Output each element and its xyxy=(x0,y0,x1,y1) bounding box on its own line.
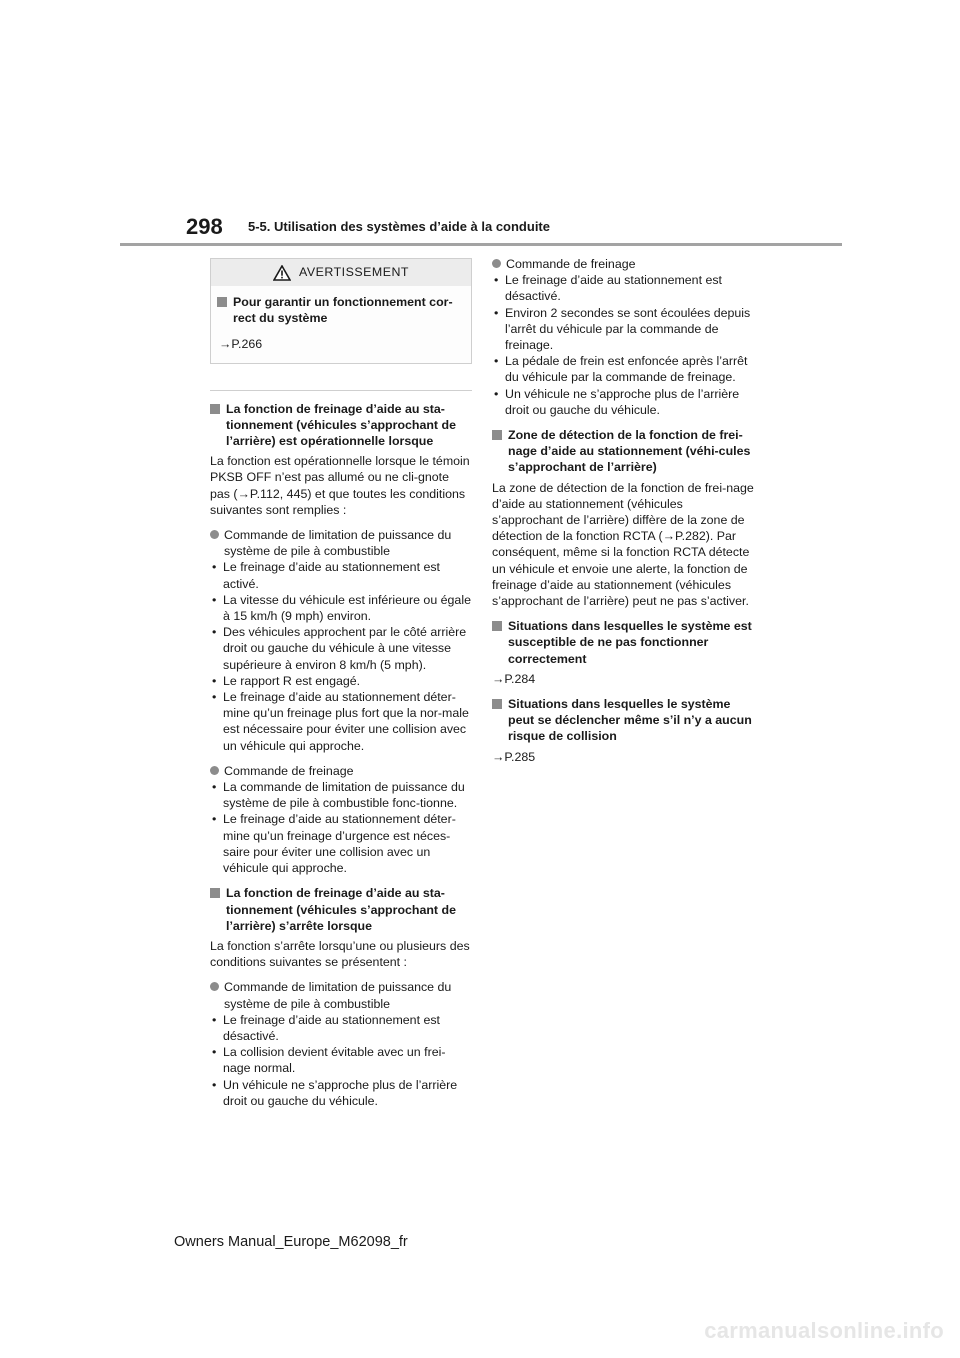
bullet-list xyxy=(210,559,472,753)
square-bullet-icon xyxy=(210,404,220,414)
list-item: • Des véhicules approchent par le côté arrière droit ou gauche du véhicule à une vitesse supérieure à environ 8 km/h (5 mph). xyxy=(210,624,472,673)
heading-may-trigger xyxy=(492,696,754,745)
condition-title-text: Commande de freinage xyxy=(224,763,354,778)
section-title: 5-5. Utilisation des systèmes d’aide à la conduite xyxy=(248,219,550,234)
square-bullet-icon xyxy=(217,297,227,307)
condition-title-text: Commande de freinage xyxy=(506,257,636,271)
list-item: • La pédale de frein est enfoncée après l’arrêt du véhicule par la commande de freinage. xyxy=(492,353,754,385)
heading-text: Zone de détection de la fonction de frei-nage d’aide au stationnement (véhi-cules s’approchant de l’arrière) xyxy=(508,428,751,475)
heading-stops xyxy=(210,885,472,934)
warning-title: AVERTISSEMENT xyxy=(298,265,409,280)
paragraph: La fonction s’arrête lorsqu’une ou plusieurs des conditions suivantes se présentent : xyxy=(210,938,470,970)
list-item: • La commande de limitation de puissance du système de pile à combustible fonc-tionne. xyxy=(210,779,472,811)
circle-bullet-icon xyxy=(210,982,219,991)
heading-operational xyxy=(210,401,472,450)
list-item: • Le freinage d’aide au stationnement déter-mine qu’un freinage plus fort que la nor-male est nécessaire pour éviter une collision avec un véhicule qui approche. xyxy=(210,689,472,754)
page-ref: →P.284 xyxy=(492,671,536,686)
watermark: carmanualsonline.info xyxy=(704,1318,944,1343)
bullet-list xyxy=(492,272,754,418)
condition-title xyxy=(210,527,472,559)
list-item: • Le freinage d’aide au stationnement déter-mine qu’un freinage d’urgence est néces-saire pour éviter une collision avec un véhicule qui approche. xyxy=(210,811,472,876)
warning-body xyxy=(211,286,471,363)
page-number: 298 xyxy=(186,214,223,239)
section-divider xyxy=(210,390,472,391)
heading-text: La fonction de freinage d’aide au sta-tionnement (véhicules s’approchant de l’arrière) est opérationnelle lorsque xyxy=(226,401,456,449)
circle-bullet-icon xyxy=(210,766,219,775)
warning-triangle-icon xyxy=(273,265,291,281)
condition-block xyxy=(210,763,472,876)
list-item: • Le rapport R est engagé. xyxy=(210,673,472,689)
footer-text: Owners Manual_Europe_M62098_fr xyxy=(174,1234,408,1250)
list-item: • La collision devient évitable avec un frei-nage normal. xyxy=(210,1044,472,1076)
list-item: • Le freinage d’aide au stationnement est désactivé. xyxy=(492,272,754,304)
warning-box xyxy=(210,258,472,364)
circle-bullet-icon xyxy=(210,530,219,539)
list-item: • Environ 2 secondes se sont écoulées depuis l’arrêt du véhicule par la commande de freinage. xyxy=(492,305,754,354)
condition-title xyxy=(492,256,754,272)
paragraph: La fonction est opérationnelle lorsque le témoin PKSB OFF n’est pas allumé ou ne cli-gnote pas (→P.112, 445) et que toutes les conditions suivantes sont remplies : xyxy=(210,454,470,517)
square-bullet-icon xyxy=(210,888,220,898)
list-item: • Le freinage d’aide au stationnement est désactivé. xyxy=(210,1012,472,1044)
square-bullet-icon xyxy=(492,699,502,709)
heading-detection-zone xyxy=(492,427,754,476)
warning-item-text: Pour garantir un fonctionnement cor-rect du système xyxy=(233,295,453,326)
warning-page-ref: →P.266 xyxy=(219,337,263,352)
paragraph: La zone de détection de la fonction de frei-nage d’aide au stationnement (véhicules s’approchant de l’arrière) diffère de la zone de détection de la fonction RCTA (→P.282). Par conséquent, même si la fonction RCTA détecte un véhicule et envoie une alerte, la fonction de freinage d’aide au stationnement (véhicules s’approchant de l’arrière) peut ne pas s’activer. xyxy=(492,480,754,609)
square-bullet-icon xyxy=(492,621,502,631)
bullet-list xyxy=(210,1012,472,1109)
circle-bullet-icon xyxy=(492,259,501,268)
condition-block xyxy=(492,256,754,418)
bullet-list xyxy=(210,779,472,876)
heading-may-not-work xyxy=(492,618,754,667)
heading-text: La fonction de freinage d’aide au sta-tionnement (véhicules s’approchant de l’arrière) s’arrête lorsque xyxy=(226,886,456,933)
warning-item xyxy=(217,294,465,326)
condition-block xyxy=(210,979,472,1109)
heading-text: Situations dans lesquelles le système est susceptible de ne pas fonctionner correctement xyxy=(508,619,752,666)
warning-header xyxy=(211,259,471,286)
left-column xyxy=(210,258,472,1118)
list-item: • La vitesse du véhicule est inférieure ou égale à 15 km/h (9 mph) environ. xyxy=(210,592,472,624)
square-bullet-icon xyxy=(492,430,502,440)
list-item: • Un véhicule ne s’approche plus de l’arrière droit ou gauche du véhicule. xyxy=(492,386,754,418)
condition-title xyxy=(210,763,472,779)
condition-block xyxy=(210,527,472,754)
header-rule xyxy=(120,243,842,246)
condition-title xyxy=(210,979,472,1011)
condition-title-text: Commande de limitation de puissance du système de pile à combustible xyxy=(224,528,452,559)
right-column xyxy=(492,256,754,774)
heading-text: Situations dans lesquelles le système peut se déclencher même s’il n’y a aucun risque de collision xyxy=(508,697,752,744)
list-item: • Le freinage d’aide au stationnement est activé. xyxy=(210,559,472,591)
condition-title-text: Commande de limitation de puissance du système de pile à combustible xyxy=(224,980,452,1011)
list-item: • Un véhicule ne s’approche plus de l’arrière droit ou gauche du véhicule. xyxy=(210,1077,472,1109)
page-ref: →P.285 xyxy=(492,749,536,764)
